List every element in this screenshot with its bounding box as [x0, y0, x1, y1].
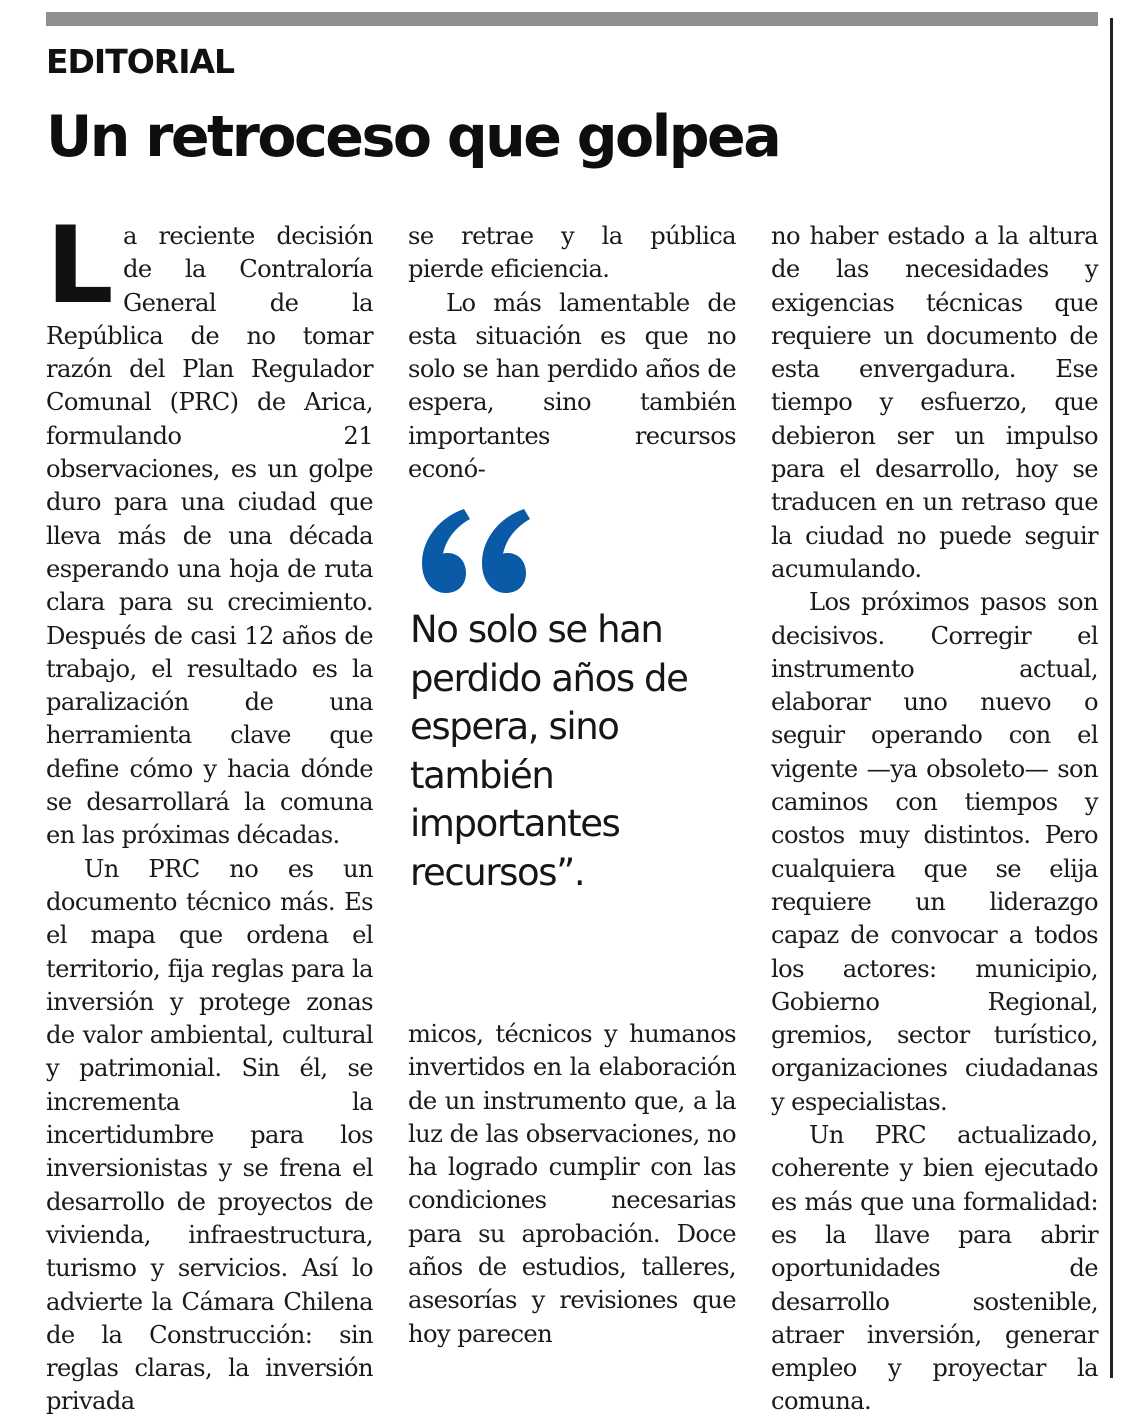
paragraph-7: Los próximos pasos son decisivos. Corregir el instrumento actual, elaborar uno nuevo o seguir operando con el vigente —ya obsoleto— son caminos con tiempos y costos muy distintos. Pero cualquiera que se elija requiere un liderazgo capaz de convocar a todos los actores: municipio, Gobierno Regional, gremios, sector turístico, organizaciones ciudadanas y especialistas.: [771, 588, 1098, 1116]
article-column-3: [771, 220, 1098, 1419]
section-label: EDITORIAL: [46, 42, 235, 81]
article-column-1: [46, 204, 373, 1419]
headline: Un retroceso que golpea: [46, 104, 780, 170]
paragraph-2: Un PRC no es un documento técnico más. Es el mapa que ordena el territorio, fija reglas para la inversión y protege zonas de valor ambiental, cultural y patrimonial. Sin él, se incrementa la incertidumbre para los inversionistas y se frena el desarrollo de proyectos de vivienda, infraestructura, turismo y servicios. Así lo advierte la Cámara Chilena de la Construcción: sin reglas claras, la inversión privada: [46, 854, 373, 1416]
top-rule-bar: [46, 12, 1098, 26]
paragraph-1-text: a reciente decisión de la Contraloría General de la República de no tomar razón del Plan Regulador Comunal (PRC) de Arica, formulando 21 observaciones, es un golpe duro para una ciudad que lleva más de una década esperando una hoja de ruta clara para su crecimiento. Después de casi 12 años de trabajo, el resultado es la paralización de una herramienta clave que define cómo y hacia dónde se desarrollará la comuna en las próximas décadas.: [46, 222, 373, 850]
paragraph-5: micos, técnicos y humanos invertidos en la elaboración de un instrumento que, a la luz de las observaciones, no ha logrado cumplir con las condiciones necesarias para su aprobación. Doce años de estudios, talleres, asesorías y revisiones que hoy parecen: [408, 1020, 736, 1348]
paragraph-4: Lo más lamentable de esta situación es que no solo se han perdido años de espera, sino también importantes recursos econó-: [408, 288, 736, 484]
paragraph-6: no haber estado a la altura de las necesidades y exigencias técnicas que requiere un documento de esta envergadura. Ese tiempo y esfuerzo, que debieron ser un impulso para el desarrollo, hoy se traducen en un retraso que la ciudad no puede seguir acumulando.: [771, 222, 1098, 583]
paragraph-1: [46, 204, 373, 853]
paragraph-3: se retrae y la pública pierde eficiencia.: [408, 222, 736, 284]
quote-mark-icon: [412, 505, 532, 597]
paragraph-8: Un PRC actualizado, coherente y bien ejecutado es más que una formalidad: es la llave para abrir oportunidades de desarrollo sostenible, atraer inversión, generar empleo y proyectar la comuna.: [771, 1121, 1098, 1416]
article-column-2-top: [408, 220, 736, 486]
column-divider-rule: [1110, 18, 1113, 1378]
article-column-2-bottom: [408, 1018, 736, 1351]
drop-cap: L: [46, 204, 113, 327]
pull-quote: No solo se han perdido años de espera, sino también importantes recursos”.: [410, 608, 688, 894]
